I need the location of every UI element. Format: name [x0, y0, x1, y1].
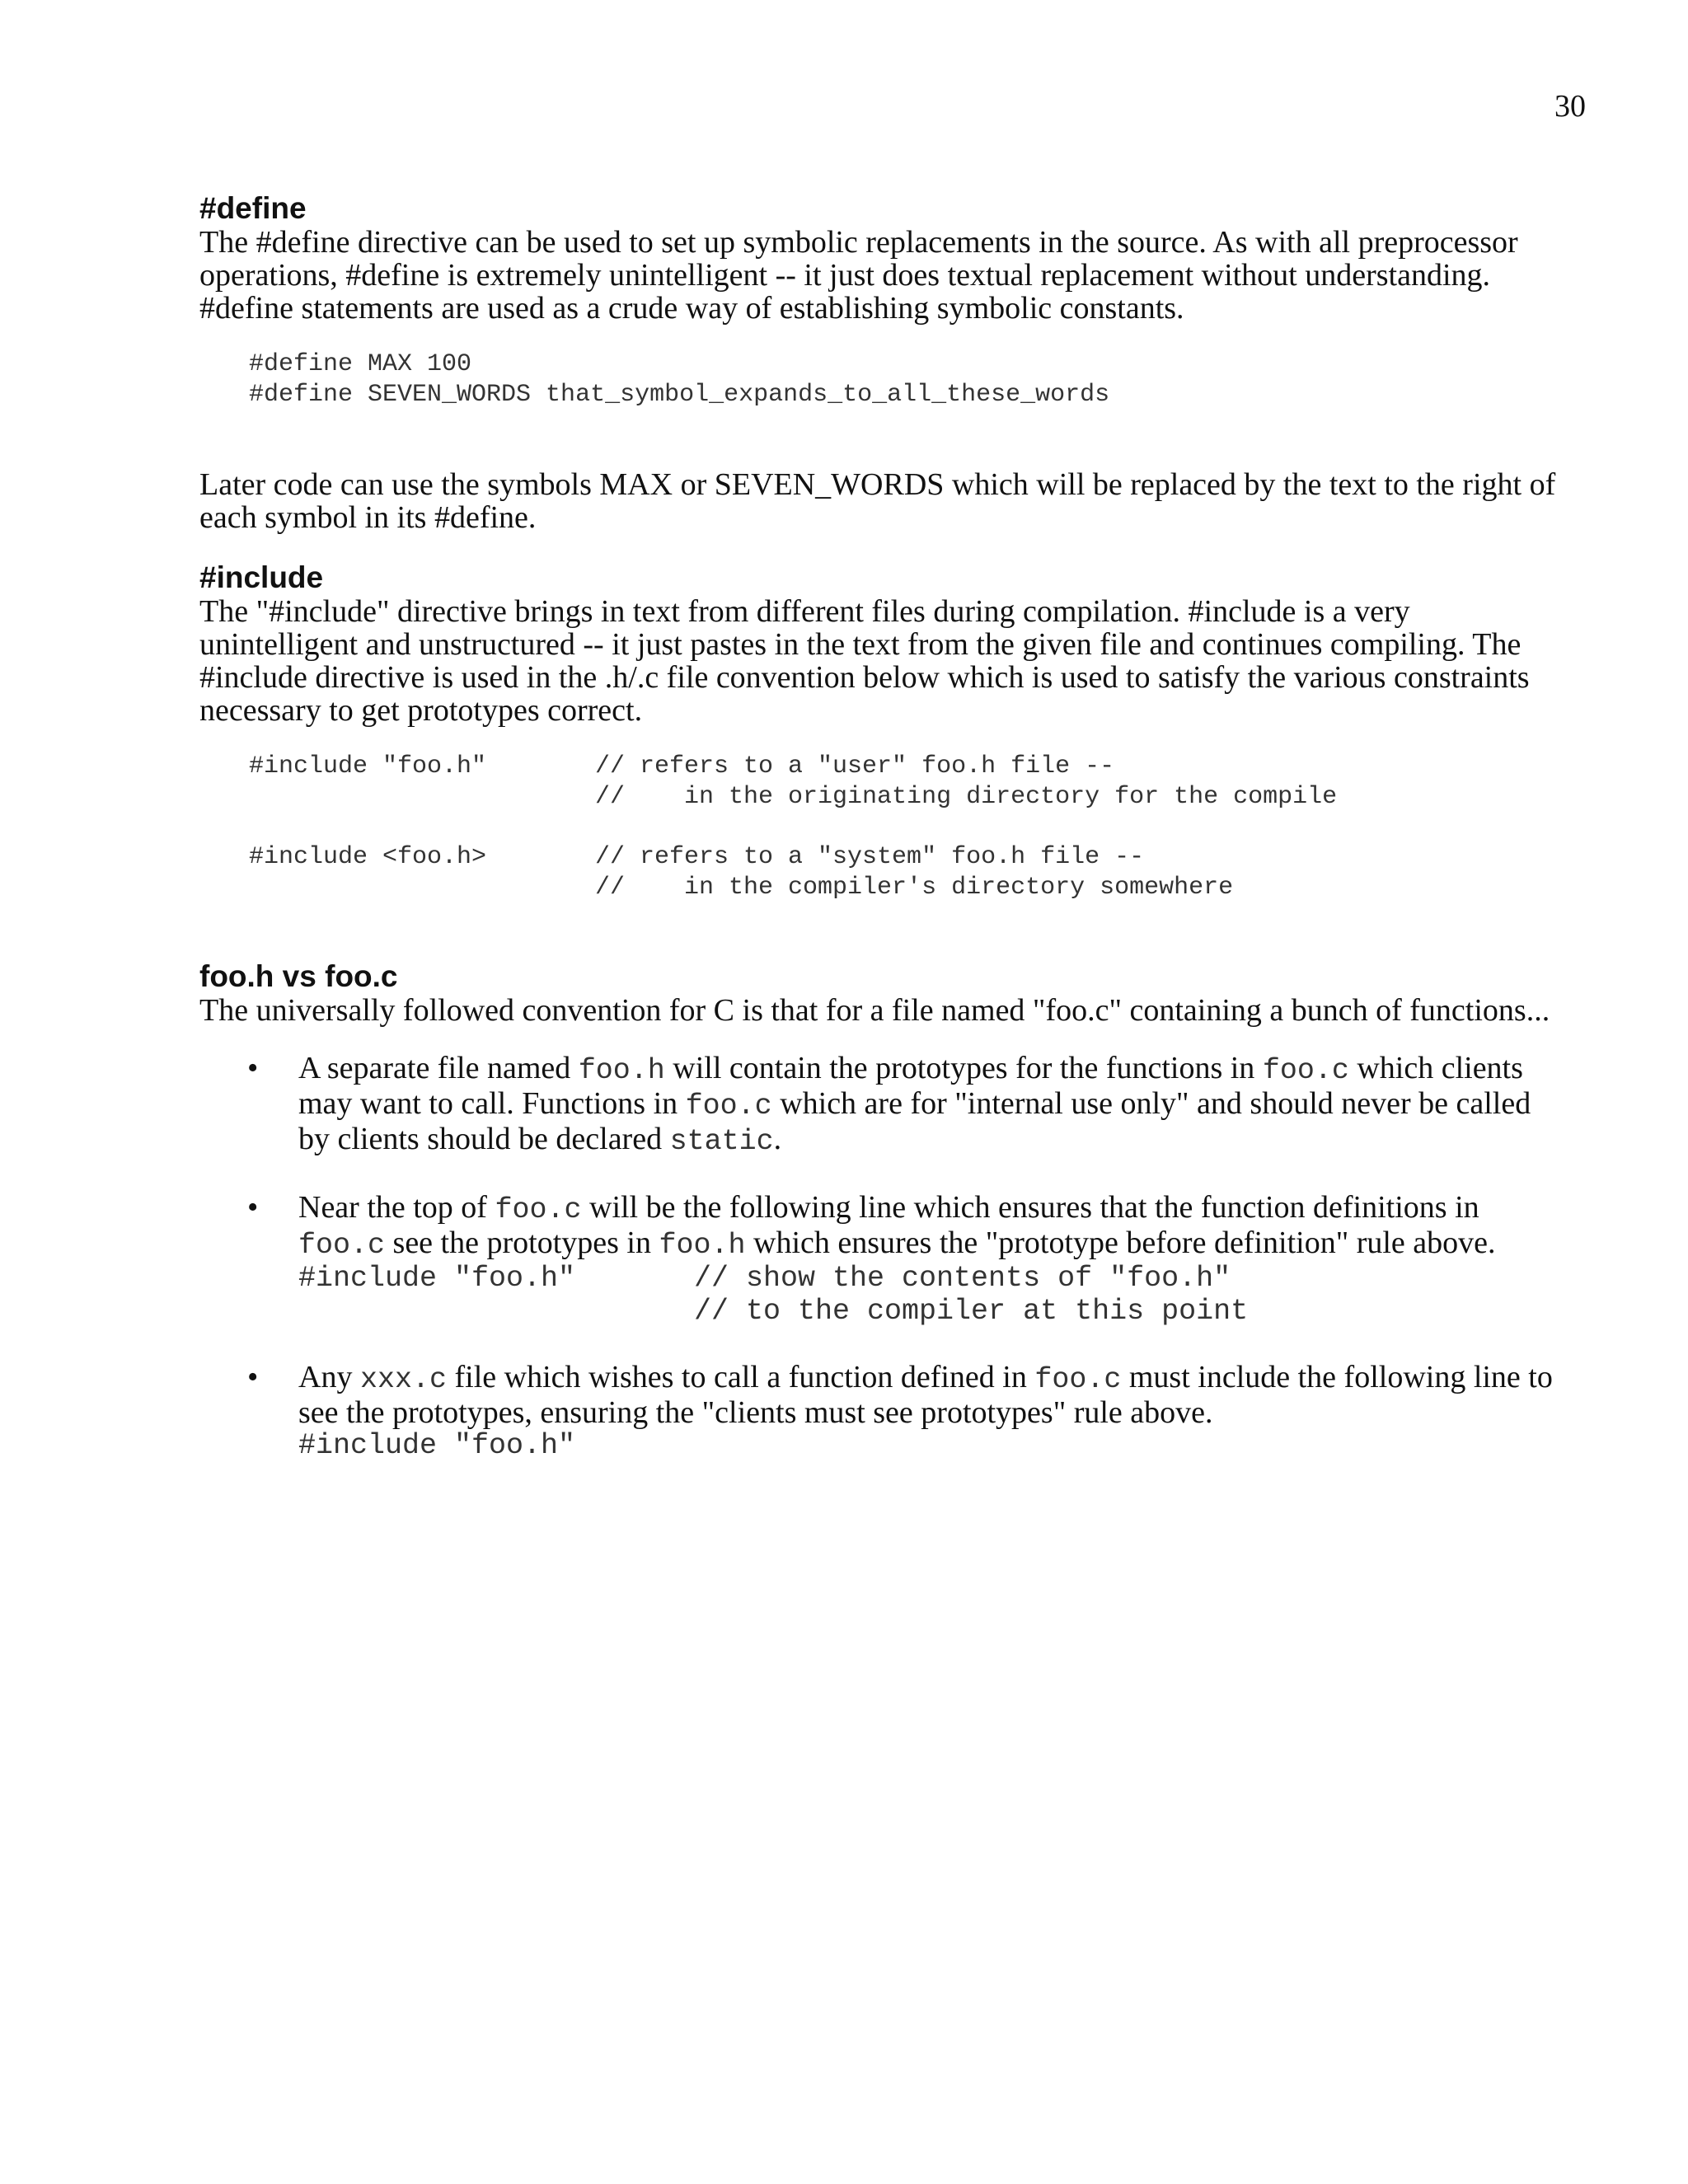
code-directive: #include <foo.h> [249, 843, 487, 871]
code-directive [298, 1295, 694, 1328]
code-line: #define MAX 100 [249, 350, 472, 378]
code-comment: // in the originating directory for the compile [595, 783, 1338, 811]
bullet-item-include-near-top [199, 1191, 1568, 1328]
bullet-list [199, 1052, 1568, 1462]
inline-code: foo.c [1034, 1363, 1122, 1396]
text: must include the following line to see the prototypes, ensuring the "clients must see prototypes" rule above. [298, 1360, 1553, 1430]
bullet-glyph: • [247, 1051, 259, 1085]
include-heading: #include [199, 560, 324, 594]
inline-code: foo.c [298, 1229, 386, 1262]
text: file which wishes to call a function defined in [446, 1360, 1035, 1394]
code-comment: // in the compiler's directory somewhere [595, 874, 1234, 902]
inline-code: foo.c [685, 1090, 772, 1122]
text: . [773, 1122, 782, 1156]
text: which clients may want to call. Functions in [298, 1051, 1523, 1121]
code-row [249, 782, 1568, 813]
page-number: 30 [1554, 89, 1586, 124]
code-comment: // refers to a "system" foo.h file -- [595, 843, 1145, 871]
code-directive [249, 782, 595, 813]
define-followup-paragraph: Later code can use the symbols MAX or SEVEN_WORDS which will be replaced by the text to the right of each symbol in its #define. [199, 467, 1556, 535]
text: Any [298, 1360, 360, 1394]
bullet-glyph: • [247, 1190, 259, 1225]
code-line: #include "foo.h" [298, 1429, 576, 1462]
code-row [249, 873, 1568, 903]
fooh-paragraph: The universally followed convention for C is that for a file named "foo.c" containing a bunch of functions... [199, 993, 1550, 1028]
text: Near the top of [298, 1190, 495, 1225]
inline-code: foo.c [1262, 1054, 1349, 1087]
bullet-glyph: • [247, 1360, 259, 1394]
code-comment: // refers to a "user" foo.h file -- [595, 752, 1115, 780]
text: will be the following line which ensures that the function definitions in [581, 1190, 1479, 1225]
define-section [199, 191, 1568, 534]
code-directive [249, 873, 595, 903]
define-code-block [199, 349, 1568, 410]
bullet-item-prototypes [199, 1052, 1568, 1158]
text: see the prototypes in [385, 1226, 659, 1260]
inline-code: foo.h [659, 1229, 746, 1262]
text: A separate file named [298, 1051, 579, 1085]
inline-code: static [669, 1125, 774, 1158]
fooh-section [199, 959, 1568, 1462]
bullet-item-clients-include [199, 1361, 1568, 1462]
inline-code: xxx.c [359, 1363, 447, 1396]
include-paragraph: The "#include" directive brings in text from different files during compilation. #include is a very unintelligent and unstructured -- it just pastes in the text from the given file and continues compiling. The #include directive is used in the .h/.c file convention below which is used to satisfy the various constraints necessary to get prototypes correct. [199, 594, 1530, 728]
code-directive: #include "foo.h" [298, 1262, 576, 1295]
define-heading: #define [199, 191, 307, 225]
code-row [298, 1295, 1568, 1328]
text: will contain the prototypes for the functions in [664, 1051, 1263, 1085]
code-row [298, 1262, 1568, 1295]
code-line: #define SEVEN_WORDS that_symbol_expands_to_all_these_words [249, 381, 1110, 409]
code-comment: // show the contents of "foo.h" [694, 1262, 1231, 1295]
fooh-heading: foo.h vs foo.c [199, 959, 398, 993]
inline-code: foo.c [495, 1193, 582, 1226]
text: which ensures the "prototype before definition" rule above. [745, 1226, 1496, 1260]
page-content [199, 191, 1568, 1462]
code-directive: #include "foo.h" [249, 752, 487, 780]
include-section [199, 560, 1568, 903]
include-code-block [199, 752, 1568, 903]
text: which are for "internal use only" and should never be called by clients should be declared [298, 1086, 1531, 1156]
define-paragraph: The #define directive can be used to set up symbolic replacements in the source. As with all preprocessor operations, #define is extremely unintelligent -- it just does textual replacement without understanding. #define statements are used as a crude way of establishing symbolic constants. [199, 225, 1518, 326]
code-comment: // to the compiler at this point [694, 1295, 1249, 1328]
code-row [249, 752, 1568, 782]
code-row [249, 842, 1568, 873]
inline-code: foo.h [578, 1054, 665, 1087]
